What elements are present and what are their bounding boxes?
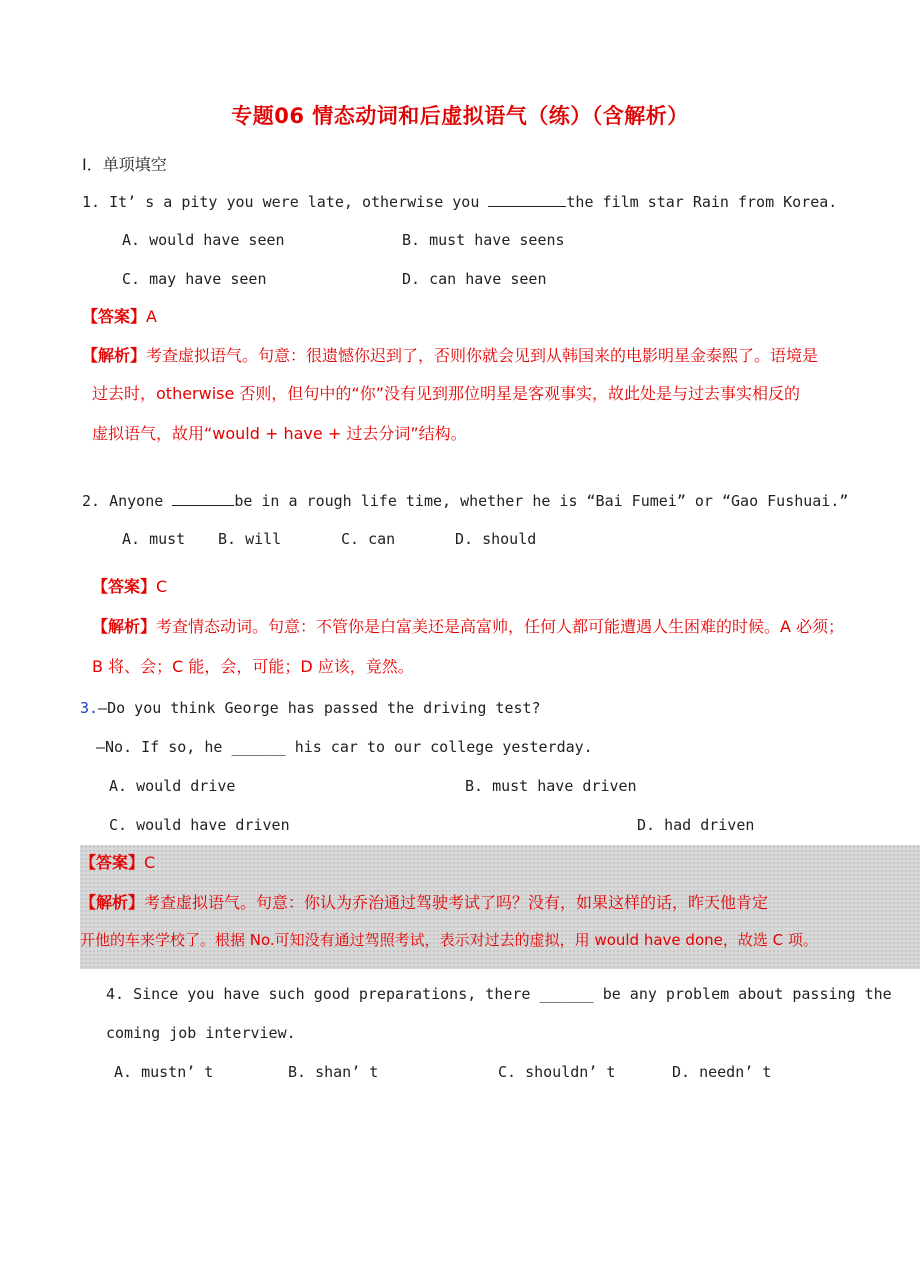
answer-label: 【答案】 <box>82 307 147 326</box>
question-4-stem-line-2: coming job interview. <box>106 1024 296 1042</box>
question-4-stem-line-1 <box>106 985 892 1003</box>
stem-text: —Do you think George has passed the driving test? <box>98 699 541 717</box>
stem-text: be in a rough life time, whether he is “Bai Fumei” or “Gao Fushuai.” <box>234 492 849 510</box>
stem-text: Anyone <box>109 492 164 510</box>
answer-label: 【答案】 <box>92 577 157 596</box>
answer-blank: ______ <box>231 738 286 756</box>
analysis-label: 【解析】 <box>82 346 147 365</box>
question-number: 1. <box>82 193 101 211</box>
analysis-label: 【解析】 <box>92 617 157 636</box>
question-1-option-d: D. can have seen <box>402 270 547 288</box>
question-3-analysis-line-2: 开他的车来学校了。根据 No.可知没有通过驾照考试，表示对过去的虚拟，用 would have done，故选 C 项。 <box>80 931 818 949</box>
question-2-option-c: C. can <box>341 530 396 548</box>
question-1-answer <box>82 304 157 327</box>
question-3-stem-line-2 <box>96 738 593 756</box>
answer-blank: ______ <box>539 985 594 1003</box>
question-2-analysis-line-1 <box>92 614 844 637</box>
question-1-stem <box>82 192 837 211</box>
question-1-option-b: B. must have seens <box>402 231 565 249</box>
analysis-text: 考查虚拟语气。句意：你认为乔治通过驾驶考试了吗？没有，如果这样的话，昨天他肯定 <box>144 893 769 912</box>
question-3-option-b: B. must have driven <box>465 777 637 795</box>
analysis-text: 考查情态动词。句意：不管你是白富美还是高富帅，任何人都可能遭遇人生困难的时候。A 必须； <box>156 617 845 636</box>
stem-text: the film star Rain from Korea. <box>566 193 838 211</box>
question-3-analysis-line-1 <box>80 890 768 913</box>
stem-text: be any problem about passing the <box>602 985 892 1003</box>
answer-blank <box>488 192 566 207</box>
question-3-option-d: D. had driven <box>637 816 755 834</box>
question-4-option-c: C. shouldn’ t <box>498 1063 616 1081</box>
question-4-option-a: A. mustn’ t <box>114 1063 214 1081</box>
section-heading: I．单项填空 <box>82 155 167 174</box>
answer-value: C <box>144 853 156 872</box>
question-1-option-a: A. would have seen <box>122 231 285 249</box>
question-number: 2. <box>82 492 101 510</box>
question-2-option-d: D. should <box>455 530 537 548</box>
question-3-option-c: C. would have driven <box>109 816 290 834</box>
analysis-label: 【解析】 <box>80 893 145 912</box>
page-title: 专题06 情态动词和后虚拟语气（练）（含解析） <box>231 104 689 128</box>
question-1-analysis-line-2: 过去时，otherwise 否则，但句中的“你”没有见到那位明星是客观事实，故此处是与过去事实相反的 <box>92 384 801 403</box>
question-3-option-a: A. would drive <box>109 777 236 795</box>
analysis-text: 考查虚拟语气。句意：很遗憾你迟到了，否则你就会见到从韩国来的电影明星金泰熙了。语境是 <box>146 346 819 365</box>
question-number: 3. <box>80 699 99 717</box>
question-1-analysis-line-3: 虚拟语气，故用“would + have + 过去分词”结构。 <box>92 424 467 443</box>
question-1-analysis-line-1 <box>82 343 818 366</box>
question-2-option-b: B. will <box>218 530 282 548</box>
question-1-option-c: C. may have seen <box>122 270 267 288</box>
answer-value: C <box>156 577 168 596</box>
question-4-option-d: D. needn’ t <box>672 1063 772 1081</box>
stem-text: —No. If so, he <box>96 738 223 756</box>
answer-label: 【答案】 <box>80 853 145 872</box>
answer-blank <box>172 491 234 506</box>
question-2-option-a: A. must <box>122 530 186 548</box>
stem-text: Since you have such good preparations, there <box>133 985 531 1003</box>
stem-text: It’ s a pity you were late, otherwise you <box>109 193 480 211</box>
question-2-analysis-line-2: B 将、会；C 能，会，可能；D 应该，竟然。 <box>92 657 414 676</box>
question-number: 4. <box>106 985 125 1003</box>
question-3-answer <box>80 850 155 873</box>
question-2-answer <box>92 574 167 597</box>
answer-value: A <box>146 307 157 326</box>
stem-text: his car to our college yesterday. <box>294 738 593 756</box>
question-2-stem <box>82 491 848 510</box>
question-4-option-b: B. shan’ t <box>288 1063 379 1081</box>
question-3-stem-line-1 <box>80 699 541 717</box>
